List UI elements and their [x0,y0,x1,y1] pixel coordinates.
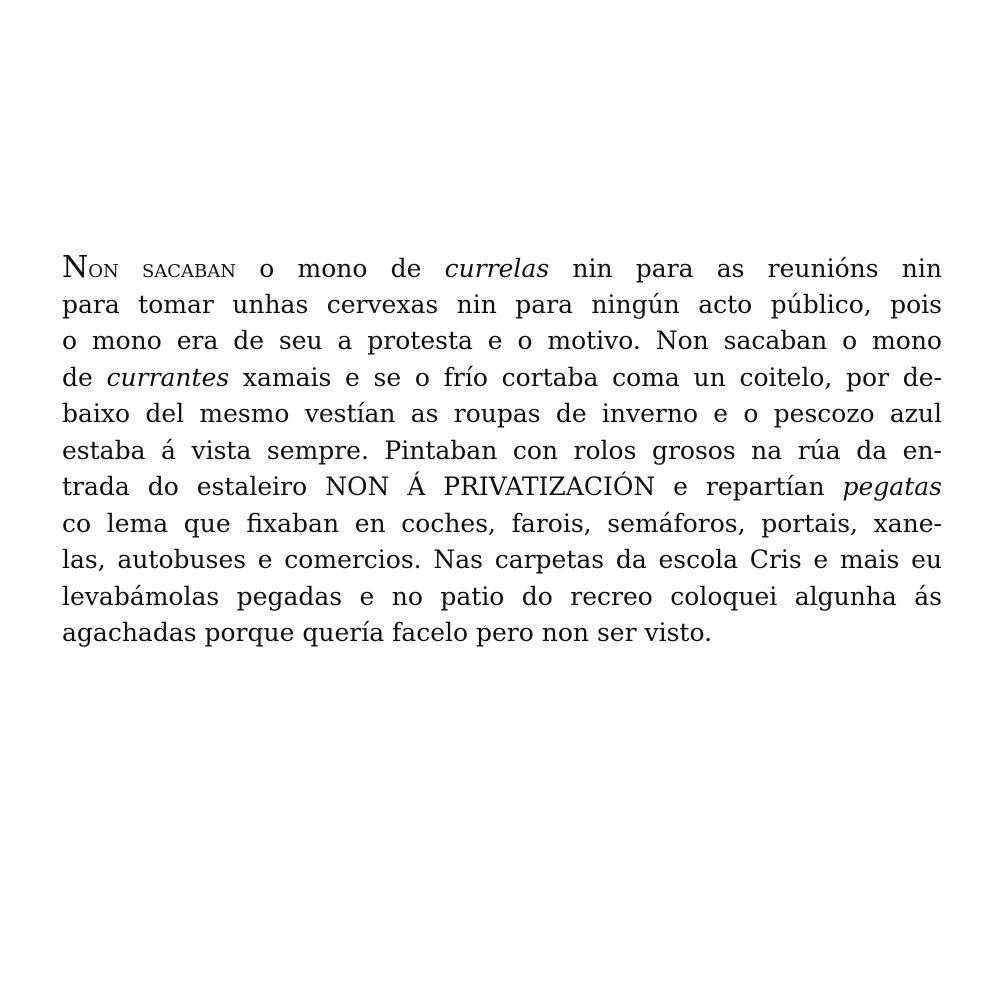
text-line-10 [62,579,942,616]
text-line-7 [62,469,942,506]
text-run: o mono era de seu a protesta e o motivo. Non sacaban o mono [62,326,942,355]
text-line-8 [62,506,942,543]
text-line-2 [62,287,942,324]
text-run: agachadas porque quería facelo pero non ser visto. [62,618,713,647]
text-line-1 [62,250,942,287]
text-run: levabámolas pegadas e no patio do recreo coloquei algunha ás [62,581,942,611]
italic-word: currantes [106,362,230,392]
text-line-9 [62,542,942,579]
text-line-5 [62,396,942,433]
text-run: o mono de [236,254,445,283]
text-run: trada do estaleiro NON Á PRIVATIZACIÓN e repartían [62,472,843,501]
text-run: estaba á vista sempre. Pintaban con rolos grosos na rúa da en- [62,435,942,465]
text-run: co lema que fixaban en coches, farois, semáforos, portais, xane- [62,508,942,538]
text-run: de [62,362,107,392]
italic-word: currelas [444,254,550,283]
text-line-6 [62,433,942,470]
text-run: xamais e se o frío cortaba coma un coitelo, por de- [229,362,942,392]
lead-initial: N [62,250,89,285]
text-run: nin para as reunións nin [549,254,942,283]
text-line-4 [62,360,942,397]
body-paragraph [62,250,942,652]
lead-small-caps: on sacaban [88,254,237,283]
text-run: baixo del mesmo vestían as roupas de inverno e o pescozo azul [62,399,942,428]
text-run: las, autobuses e comercios. Nas carpetas da escola Cris e mais eu [62,545,942,574]
text-line-3 [62,323,942,360]
italic-word: pegatas [842,472,942,501]
text-run: para tomar unhas cervexas nin para ningún acto público, pois [62,289,942,319]
text-line-11 [62,615,942,652]
